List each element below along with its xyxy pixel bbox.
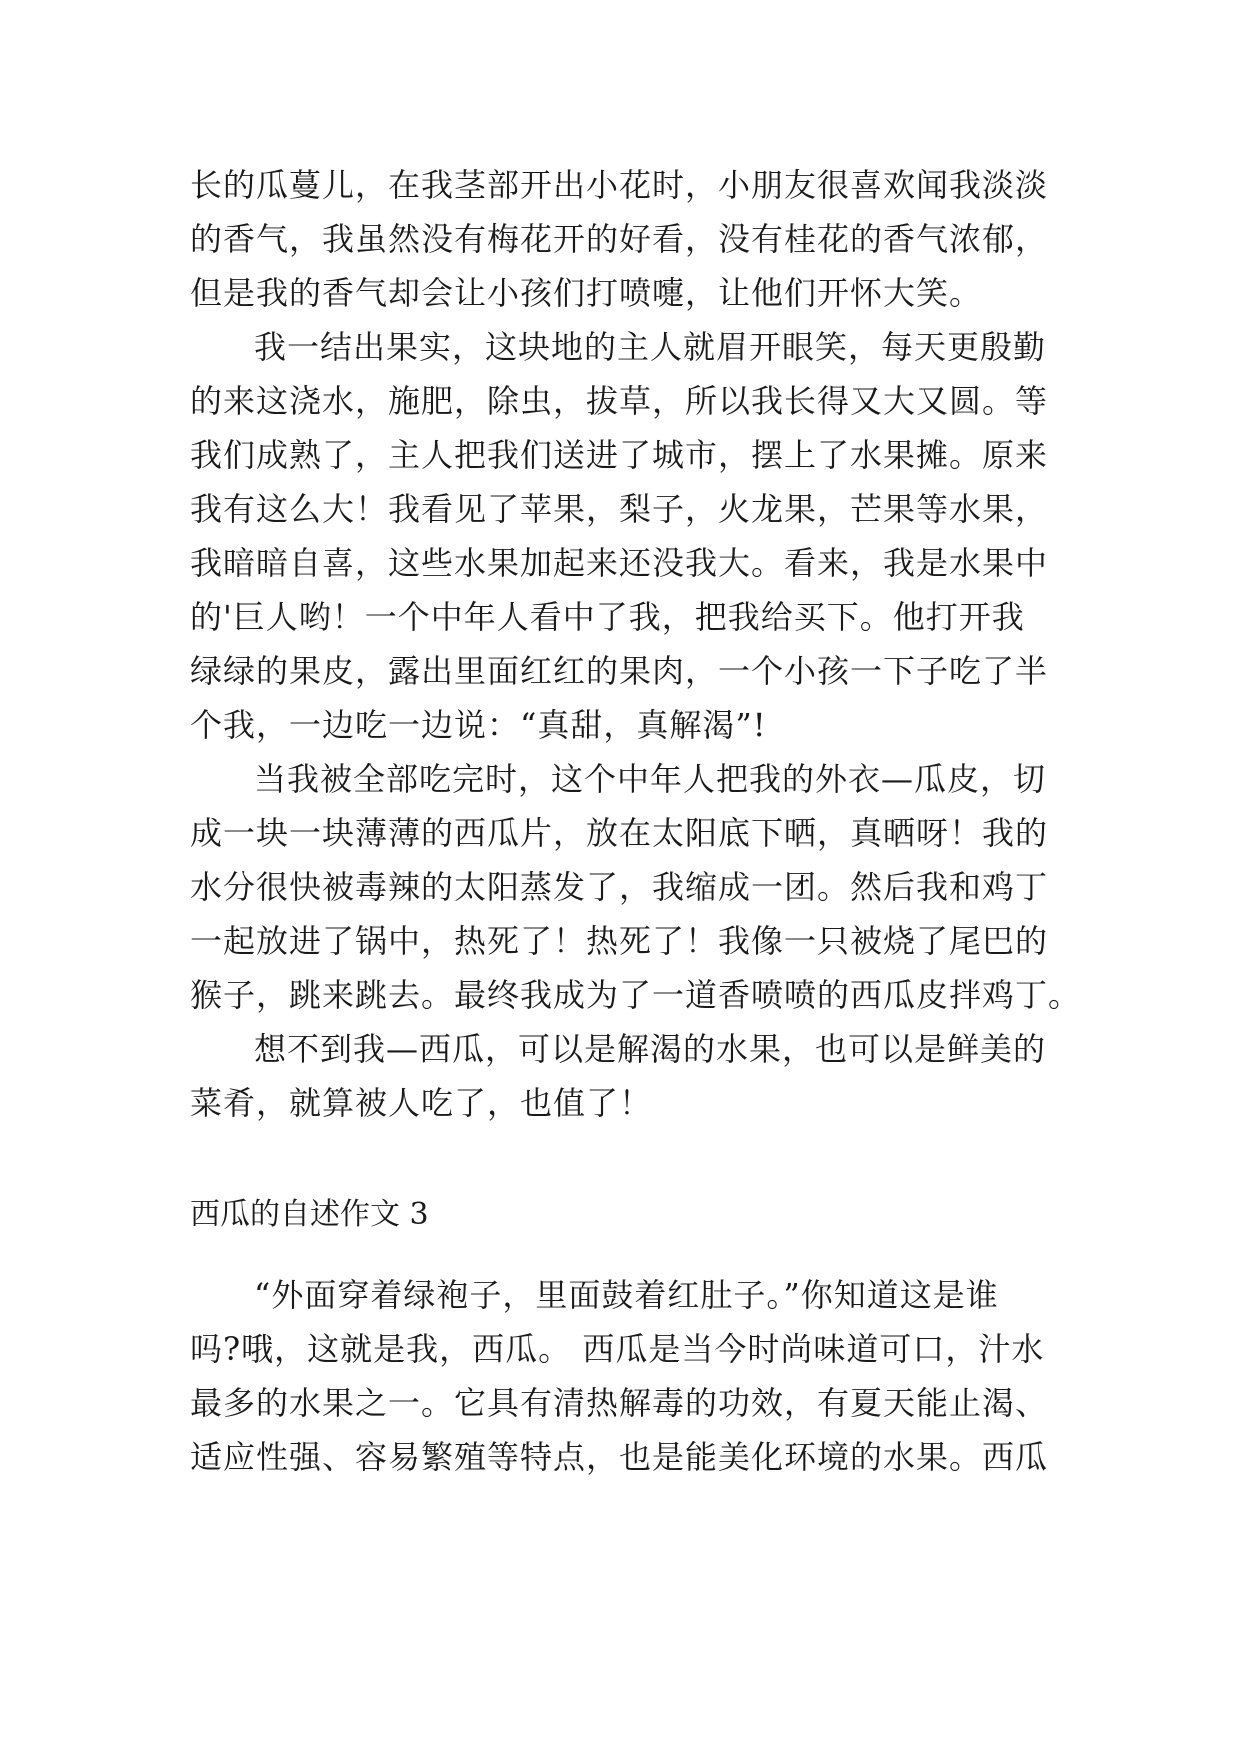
text-line: 吗?哦，这就是我，西瓜。 西瓜是当今时尚味道可口，汁水 xyxy=(190,1330,1045,1368)
text-line: 绿绿的果皮，露出里面红红的果肉，一个小孩一下子吃了半 xyxy=(190,652,1049,690)
text-line: 最多的水果之一。它具有清热解毒的功效，有夏天能止渴、 xyxy=(190,1384,1049,1422)
essay-title: 西瓜的自述作文 3 xyxy=(190,1197,429,1232)
text-line: 我暗暗自喜，这些水果加起来还没我大。看来，我是水果中 xyxy=(190,544,1049,582)
text-line: 长的瓜蔓儿，在我茎部开出小花时，小朋友很喜欢闻我淡淡 xyxy=(190,166,1049,204)
paragraph-start-line: 我一结出果实，这块地的主人就眉开眼笑，每天更殷勤 xyxy=(254,328,1047,366)
text-line: 我有这么大！我看见了苹果，梨子，火龙果，芒果等水果， xyxy=(190,490,1049,528)
text-line: 的香气，我虽然没有梅花开的好看，没有桂花的香气浓郁， xyxy=(190,220,1049,258)
essay-body-continued xyxy=(190,158,1082,1130)
paragraph-start-line: 想不到我—西瓜，可以是解渴的水果，也可以是鲜美的 xyxy=(254,1030,1047,1068)
paragraph-start-line: “外面穿着绿袍子，里面鼓着红肚子。”你知道这是谁 xyxy=(254,1276,999,1314)
text-line: 我们成熟了，主人把我们送进了城市，摆上了水果摊。原来 xyxy=(190,436,1049,474)
text-line: 适应性强、容易繁殖等特点，也是能美化环境的水果。西瓜 xyxy=(190,1438,1049,1476)
text-line: 的'巨人哟！一个中年人看中了我，把我给买下。他打开我 xyxy=(190,598,1025,636)
paragraph-start-line: 当我被全部吃完时，这个中年人把我的外衣—瓜皮，切 xyxy=(254,760,1047,798)
text-line: 个我，一边吃一边说：“真甜，真解渴”! xyxy=(190,706,767,744)
text-line: 但是我的香气却会让小孩们打喷嚏，让他们开怀大笑。 xyxy=(190,274,983,312)
text-line: 的来这浇水，施肥，除虫，拔草，所以我长得又大又圆。等 xyxy=(190,382,1049,420)
essay-body xyxy=(190,1268,1060,1484)
text-line: 一起放进了锅中，热死了！热死了！我像一只被烧了尾巴的 xyxy=(190,922,1049,960)
text-line: 成一块一块薄薄的西瓜片，放在太阳底下晒，真晒呀！我的 xyxy=(190,814,1049,852)
text-line: 菜肴，就算被人吃了，也值了！ xyxy=(190,1084,653,1122)
text-line: 猴子，跳来跳去。最终我成为了一道香喷喷的西瓜皮拌鸡丁。 xyxy=(190,976,1082,1014)
text-line: 水分很快被毒辣的太阳蒸发了，我缩成一团。然后我和鸡丁 xyxy=(190,868,1049,906)
